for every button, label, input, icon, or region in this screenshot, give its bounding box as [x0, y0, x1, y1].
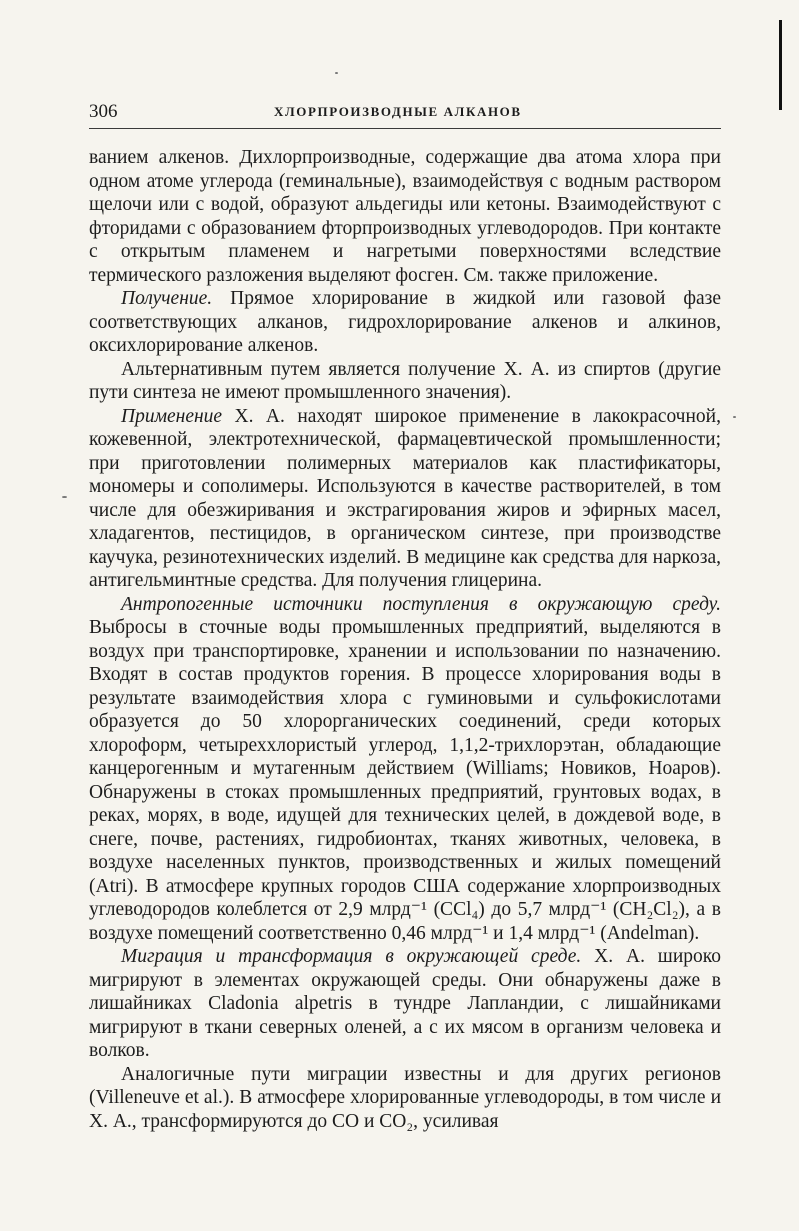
page-header: [89, 101, 721, 127]
paragraph-alternative: Альтернативным путем является получение Х. А. из спиртов (другие пути синтеза не имеют промышленного значения).: [89, 358, 721, 403]
page-number: 306: [89, 101, 118, 122]
paragraph-similar-paths: Аналогичные пути миграции известны и для других регионов (Villeneuve et al.). В атмосфере хлорированные углеводороды, в том числе и Х. А., трансформируются до CO и CO₂, усиливая: [89, 1063, 721, 1132]
paragraph-lead: Антропогенные источники поступления в окружающую среду.: [121, 593, 721, 615]
paragraph-continuation: ванием алкенов. Дихлорпроизводные, содержащие два атома хлора при одном атоме углерода (геминальные), взаимодействуя с водным раствором щелочи или с водой, образуют альдегиды или кетоны. Взаимодействуют с фторидами с образованием фторпроизводных углеводородов. При контакте с открытым пламенем и нагретыми поверхностями вследствие термического разложения выделяют фосген. См. также приложение.: [89, 147, 721, 286]
paragraph-lead: Получение.: [121, 288, 213, 309]
scan-speck: [733, 416, 736, 418]
paragraph-migration: Миграция и трансформация в окружающей среде. Х. А. широко мигрируют в элементах окружающей среды. Они обнаружены даже в лишайниках Cladonia alpetris в тундре Лапландии, с лишайниками мигрируют в ткани северных оленей, а с их мясом в организм человека и волков.: [89, 946, 721, 1061]
running-title: ХЛОРПРОИЗВОДНЫЕ АЛКАНОВ: [274, 104, 522, 119]
scan-speck: [335, 72, 338, 74]
header-rule: [89, 128, 721, 129]
body-text: [89, 146, 721, 1133]
paragraph-production: Получение. Прямое хлорирование в жидкой или газовой фазе соответствующих алканов, гидрохлорирование алкенов и алкинов, оксихлорирование алкенов.: [89, 288, 721, 356]
scan-speck: [62, 496, 67, 498]
scan-edge-mark: [779, 20, 782, 110]
paragraph-application: Применение Х. А. находят широкое применение в лакокрасочной, кожевенной, электротехнической, фармацевтической промышленности; при приготовлении полимерных материалов как пластификаторы, мономеры и сополимеры. Используются в качестве растворителей, в том числе для обезжиривания и экстрагирования жиров и эфирных масел, хладагентов, пестицидов, в органическом синтезе, при производстве каучука, резинотехнических изделий. В медицине как средства для наркоза, антигельминтные средства. Для получения глицерина.: [89, 405, 721, 591]
paragraph-anthropogenic-sources: Антропогенные источники поступления в окружающую среду. Выбросы в сточные воды промышленных предприятий, выделяются в воздух при транспортировке, хранении и использовании по назначению. Входят в состав продуктов горения. В процессе хлорирования воды в результате взаимодействия хлора с гуминовыми и сульфокислотами образуется до 50 хлорорганических соединений, среди которых хлороформ, четыреххлористый углерод, 1,1,2-трихлорэтан, обладающие канцерогенным и мутагенным действием (Williams; Новиков, Ноаров). Обнаружены в стоках промышленных предприятий, грунтовых водах, в реках, морях, в воде, идущей для технических целей, в дождевой воде, в снеге, почве, растениях, гидробионтах, тканях животных, человека, в воздухе населенных пунктов, производственных и жилых помещений (Atri). В атмосфере крупных городов США содержание хлорпроизводных углеводородов колеблется от 2,9 млрд⁻¹ (CCl₄) до 5,7 млрд⁻¹ (CH₂Cl₂), а в воздухе помещений соответственно 0,46 млрд⁻¹ и 1,4 млрд⁻¹ (Andelman).: [89, 593, 721, 944]
paragraph-lead: Миграция и трансформация в окружающей среде.: [121, 946, 582, 967]
paragraph-lead: Применение: [121, 405, 223, 427]
